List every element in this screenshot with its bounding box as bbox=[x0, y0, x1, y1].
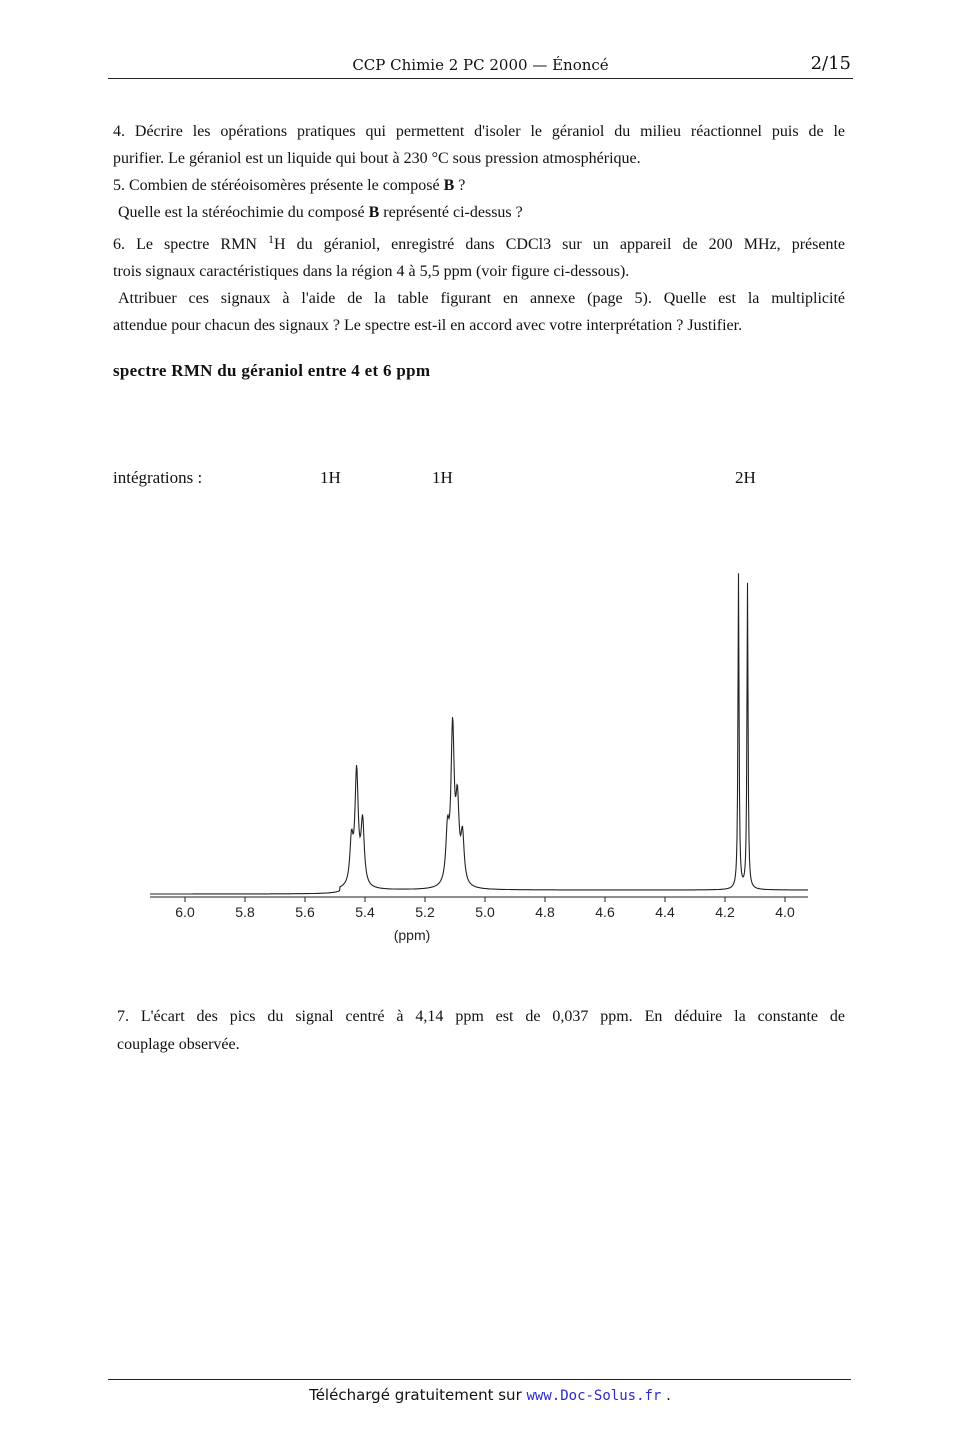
spectrum-title: spectre RMN du géraniol entre 4 et 6 ppm bbox=[113, 361, 431, 380]
question-5b-text: Quelle est la stéréochimie du composé bbox=[118, 204, 369, 221]
question-6-line-1 bbox=[113, 226, 845, 258]
x-tick-label: 4.2 bbox=[715, 904, 735, 920]
x-tick-label: 4.4 bbox=[655, 904, 675, 920]
question-5b bbox=[113, 199, 845, 226]
question-5b-end: représenté ci-dessus ? bbox=[379, 204, 523, 221]
integrations-label: intégrations : bbox=[113, 468, 203, 487]
isotope-superscript: 1 bbox=[267, 232, 274, 246]
x-tick-label: 4.0 bbox=[775, 904, 795, 920]
compound-b-label: B bbox=[368, 204, 380, 221]
question-6-line-2: trois signaux caractéristiques dans la région 4 à 5,5 ppm (voir figure ci-dessous). bbox=[113, 263, 630, 280]
x-tick-label: 5.2 bbox=[415, 904, 435, 920]
integration-3: 2H bbox=[735, 468, 756, 487]
compound-b-label: B bbox=[443, 177, 455, 194]
footer-suffix: . bbox=[661, 1386, 671, 1404]
x-tick-label: 6.0 bbox=[175, 904, 195, 920]
page-number: 2/15 bbox=[810, 53, 851, 74]
x-tick-label: 4.6 bbox=[595, 904, 615, 920]
question-5-mark: ? bbox=[454, 177, 466, 194]
x-tick-label: 5.8 bbox=[235, 904, 255, 920]
x-axis bbox=[150, 897, 808, 920]
footer-link[interactable]: www.Doc-Solus.fr bbox=[526, 1388, 662, 1404]
question-7-line-2: couplage observée. bbox=[117, 1036, 240, 1053]
question-4-line-1: 4. Décrire les opérations pratiques qui permettent d'isoler le géraniol du milieu réactionnel puis de le bbox=[113, 123, 845, 140]
page-header bbox=[108, 52, 853, 79]
question-6-text-end: H du géraniol, enregistré dans CDCl3 sur un appareil de 200 MHz, présente bbox=[273, 236, 845, 253]
question-5 bbox=[113, 172, 845, 199]
x-tick-label: 5.4 bbox=[355, 904, 375, 920]
spectrum-line bbox=[150, 573, 808, 894]
question-6-line-3: Attribuer ces signaux à l'aide de la table figurant en annexe (page 5). Quelle est la multiplicité bbox=[118, 290, 845, 307]
question-7-line-1: 7. L'écart des pics du signal centré à 4,14 ppm est de 0,037 ppm. En déduire la constante de bbox=[117, 1008, 845, 1025]
question-6-line-4: attendue pour chacun des signaux ? Le spectre est-il en accord avec votre interprétation ? Justifier. bbox=[113, 317, 743, 334]
question-4-line-2: purifier. Le géraniol est un liquide qui bout à 230 °C sous pression atmosphérique. bbox=[113, 150, 641, 167]
x-axis-label: (ppm) bbox=[393, 927, 431, 943]
x-tick-label: 4.8 bbox=[535, 904, 555, 920]
page-footer bbox=[0, 1386, 980, 1404]
x-tick-label: 5.6 bbox=[295, 904, 315, 920]
integration-2: 1H bbox=[432, 468, 453, 487]
spectrum-trace-group bbox=[150, 573, 808, 894]
nmr-spectrum-chart bbox=[140, 560, 820, 960]
question-6-text: 6. Le spectre RMN bbox=[113, 236, 268, 253]
questions-block bbox=[113, 118, 845, 339]
footer-divider bbox=[108, 1379, 851, 1380]
integration-1: 1H bbox=[320, 468, 341, 487]
question-5-text: 5. Combien de stéréoisomères présente le composé bbox=[113, 177, 444, 194]
header-title: CCP Chimie 2 PC 2000 — Énoncé bbox=[352, 56, 609, 74]
x-tick-label: 5.0 bbox=[475, 904, 495, 920]
question-7 bbox=[117, 1003, 845, 1059]
footer-text: Téléchargé gratuitement sur bbox=[309, 1386, 527, 1404]
